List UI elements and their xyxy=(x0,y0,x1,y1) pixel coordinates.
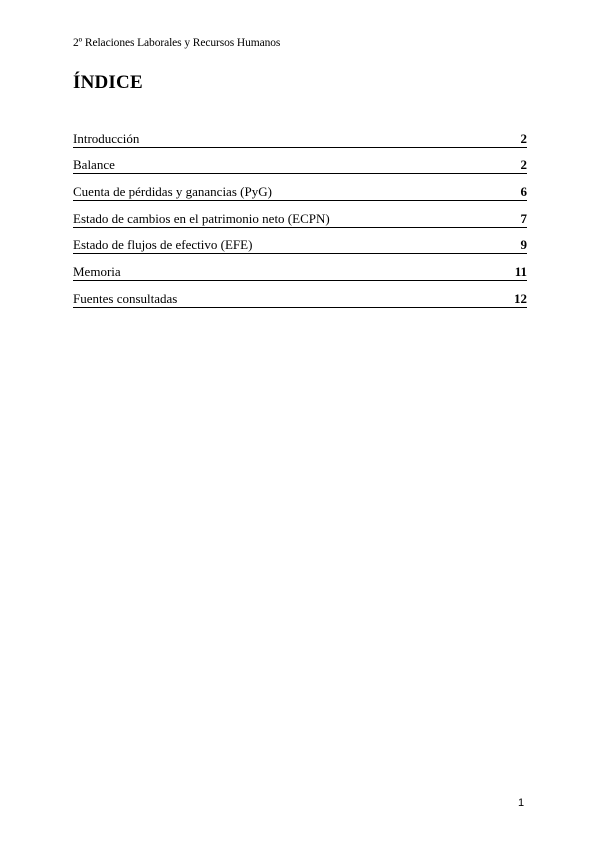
running-header: 2º Relaciones Laborales y Recursos Humanos xyxy=(73,37,281,49)
toc-entry-label: Estado de cambios en el patrimonio neto (ECPN) xyxy=(73,210,330,226)
toc-link-pyg[interactable] xyxy=(73,185,527,201)
toc-entry-introduccion xyxy=(73,121,527,148)
toc-entry-label: Fuentes consultadas xyxy=(73,290,178,306)
toc-entry-page-number: 7 xyxy=(520,210,527,226)
toc-entry-label: Balance xyxy=(73,157,115,173)
toc-entry-fuentes-consultadas xyxy=(73,281,527,308)
toc-entry-efe xyxy=(73,228,527,255)
toc-link-balance[interactable] xyxy=(73,158,527,174)
toc-entry-ecpn xyxy=(73,201,527,228)
toc-entry-page-number: 2 xyxy=(520,130,527,146)
toc-entry-pyg xyxy=(73,174,527,201)
toc-entry-balance xyxy=(73,148,527,175)
toc-link-introduccion[interactable] xyxy=(73,132,527,148)
toc-entry-label: Estado de flujos de efectivo (EFE) xyxy=(73,237,253,253)
page-title: ÍNDICE xyxy=(73,72,143,93)
toc-entry-label: Cuenta de pérdidas y ganancias (PyG) xyxy=(73,184,272,200)
toc-entry-label: Memoria xyxy=(73,264,121,280)
toc-entry-page-number: 2 xyxy=(520,157,527,173)
toc-entry-label: Introducción xyxy=(73,130,140,146)
toc-link-fuentes-consultadas[interactable] xyxy=(73,292,527,308)
toc-link-ecpn[interactable] xyxy=(73,212,527,228)
toc-entry-page-number: 9 xyxy=(520,237,527,253)
toc-entry-page-number: 12 xyxy=(514,290,527,306)
toc-entry-page-number: 6 xyxy=(520,184,527,200)
footer-page-number: 1 xyxy=(518,797,525,809)
toc-entry-memoria xyxy=(73,254,527,281)
toc-link-memoria[interactable] xyxy=(73,265,527,281)
table-of-contents xyxy=(73,121,527,308)
toc-entry-page-number: 11 xyxy=(514,264,527,280)
toc-link-efe[interactable] xyxy=(73,238,527,254)
